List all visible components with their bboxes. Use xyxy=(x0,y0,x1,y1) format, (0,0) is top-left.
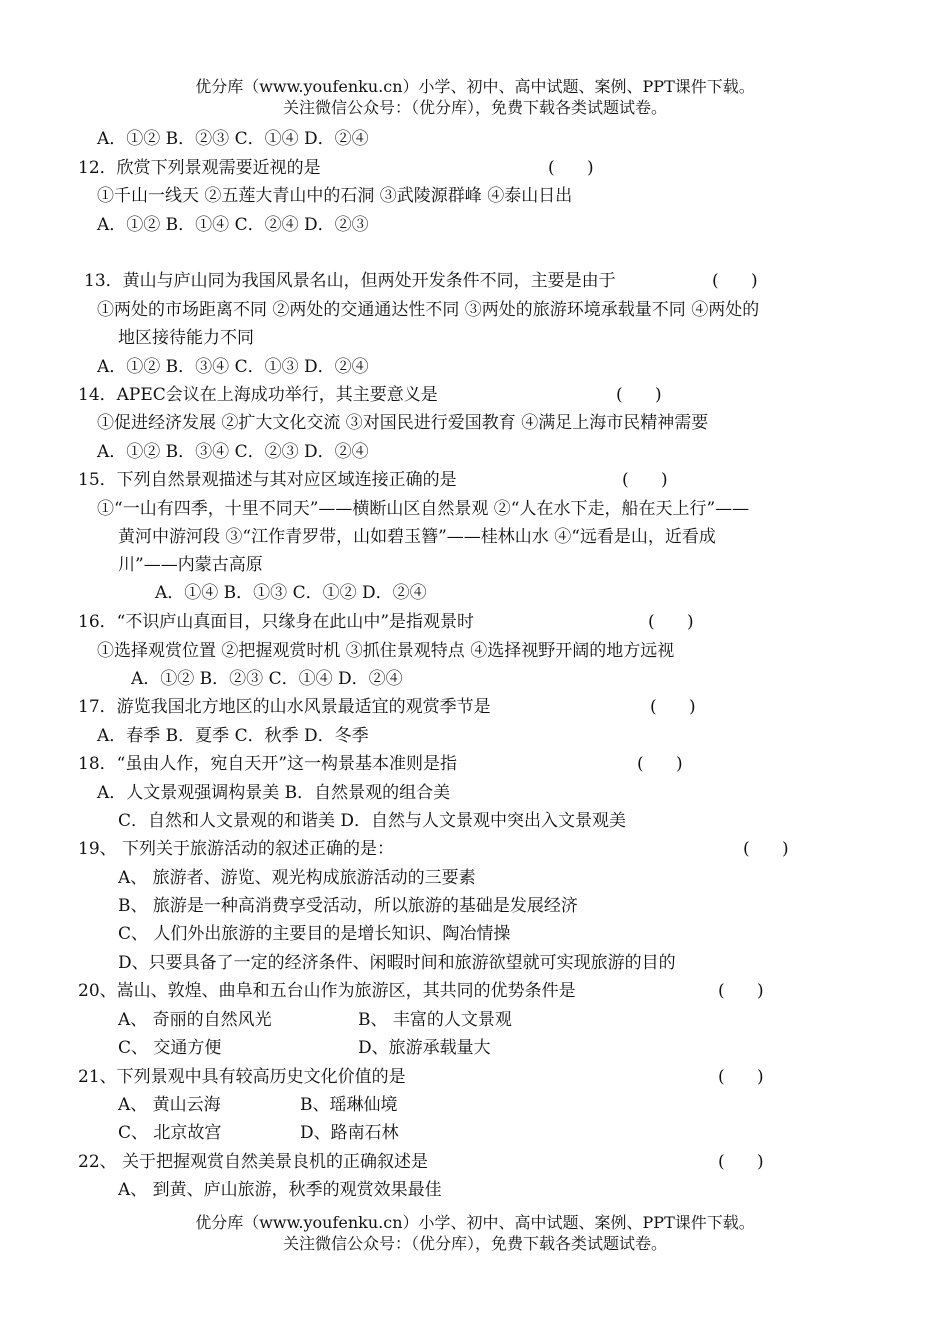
header-line-2: 关注微信公众号：（优分库），免费下载各类试题试卷。 xyxy=(282,98,667,117)
q21-option-d: D、路南石林 xyxy=(300,1123,399,1143)
q14-answer-blank: ( ) xyxy=(616,385,662,405)
q21-option-c: C、 北京故宫 xyxy=(118,1123,222,1143)
q15-statements-cont: 黄河中游河段 ③“江作青罗带，山如碧玉簪”——桂林山水 ④“远看是山，近看成 xyxy=(118,527,716,547)
q19-option-c: C、 人们外出旅游的主要目的是增长知识、陶冶情操 xyxy=(118,924,511,944)
question-15: 15．下列自然景观描述与其对应区域连接正确的是 xyxy=(78,470,457,490)
question-14: 14．APEC会议在上海成功举行，其主要意义是 xyxy=(78,385,438,405)
q13-statements: ①两处的市场距离不同 ②两处的交通通达性不同 ③两处的旅游环境承载量不同 ④两处的 xyxy=(97,300,760,320)
footer-line-2: 关注微信公众号：（优分库），免费下载各类试题试卷。 xyxy=(282,1234,667,1253)
q19-option-b: B、 旅游是一种高消费享受活动，所以旅游的基础是发展经济 xyxy=(118,896,578,916)
question-13: 13．黄山与庐山同为我国风景名山，但两处开发条件不同，主要是由于 xyxy=(84,271,616,291)
q12-answer-blank: ( ) xyxy=(548,158,594,178)
q21-option-a: A、 黄山云海 xyxy=(118,1095,221,1115)
header-line-1: 优分库（www.youfenku.cn）小学、初中、高中试题、案例、PPT课件下载。 xyxy=(195,77,755,96)
q11-options: A．①② B．②③ C．①④ D．②④ xyxy=(97,129,369,149)
question-16: 16．“不识庐山真面目，只缘身在此山中”是指观景时 xyxy=(78,612,475,632)
q16-statements: ①选择观赏位置 ②把握观赏时机 ③抓住景观特点 ④选择视野开阔的地方远视 xyxy=(97,641,675,661)
q19-option-d: D、只要具备了一定的经济条件、闲暇时间和旅游欲望就可实现旅游的目的 xyxy=(118,953,676,973)
question-19: 19、 下列关于旅游活动的叙述正确的是： xyxy=(78,839,395,859)
q14-statements: ①促进经济发展 ②扩大文化交流 ③对国民进行爱国教育 ④满足上海市民精神需要 xyxy=(97,413,709,433)
q16-options: A．①② B．②③ C．①④ D．②④ xyxy=(131,669,403,689)
q18-options-ab: A．人文景观强调构景美 B．自然景观的组合美 xyxy=(97,783,451,803)
q20-option-b: B、 丰富的人文景观 xyxy=(358,1010,512,1030)
q20-answer-blank: ( ) xyxy=(718,981,764,1001)
q18-options-cd: C．自然和人文景观的和谐美 D．自然与人文景观中突出入文景观美 xyxy=(118,811,627,831)
q15-options: A．①④ B．①③ C．①② D．②④ xyxy=(155,583,427,603)
page-header xyxy=(0,76,950,118)
question-12: 12．欣赏下列景观需要近视的是 xyxy=(78,158,321,178)
q18-answer-blank: ( ) xyxy=(637,754,683,774)
question-18: 18．“虽由人作，宛自天开”这一构景基本准则是指 xyxy=(78,754,458,774)
question-22: 22、 关于把握观赏自然美景良机的正确叙述是 xyxy=(78,1152,429,1172)
q20-option-d: D、旅游承载量大 xyxy=(358,1038,491,1058)
q13-statements-cont: 地区接待能力不同 xyxy=(118,328,254,348)
question-20: 20、嵩山、敦煌、曲阜和五台山作为旅游区，其共同的优势条件是 xyxy=(78,981,576,1001)
question-21: 21、下列景观中具有较高历史文化价值的是 xyxy=(78,1067,406,1087)
q20-option-c: C、 交通方便 xyxy=(118,1038,222,1058)
q13-options: A．①② B．③④ C．①③ D．②④ xyxy=(97,357,369,377)
q14-options: A．①② B．③④ C．②③ D．②④ xyxy=(97,442,369,462)
q21-answer-blank: ( ) xyxy=(718,1067,764,1087)
q13-answer-blank: ( ) xyxy=(712,271,758,291)
q15-statements-cont2: 川”——内蒙古高原 xyxy=(118,555,263,575)
q12-options: A．①② B．①④ C．②④ D．②③ xyxy=(97,215,369,235)
q16-answer-blank: ( ) xyxy=(648,612,694,632)
question-17: 17．游览我国北方地区的山水风景最适宜的观赏季节是 xyxy=(78,697,491,717)
footer-line-1: 优分库（www.youfenku.cn）小学、初中、高中试题、案例、PPT课件下载。 xyxy=(195,1213,755,1232)
q20-option-a: A、 奇丽的自然风光 xyxy=(118,1010,272,1030)
q15-statements: ①“一山有四季，十里不同天”——横断山区自然景观 ②“人在水下走，船在天上行”—— xyxy=(97,499,750,519)
q22-option-a: A、 到黄、庐山旅游，秋季的观赏效果最佳 xyxy=(118,1180,442,1200)
q17-answer-blank: ( ) xyxy=(650,697,696,717)
page-footer xyxy=(0,1212,950,1254)
q22-answer-blank: ( ) xyxy=(718,1152,764,1172)
q19-option-a: A、 旅游者、游览、观光构成旅游活动的三要素 xyxy=(118,868,476,888)
q12-statements: ①千山一线天 ②五莲大青山中的石洞 ③武陵源群峰 ④泰山日出 xyxy=(97,186,573,206)
q21-option-b: B、瑶琳仙境 xyxy=(300,1095,398,1115)
q19-answer-blank: ( ) xyxy=(743,839,789,859)
q15-answer-blank: ( ) xyxy=(622,470,668,490)
q17-options: A．春季 B．夏季 C．秋季 D．冬季 xyxy=(97,726,369,746)
